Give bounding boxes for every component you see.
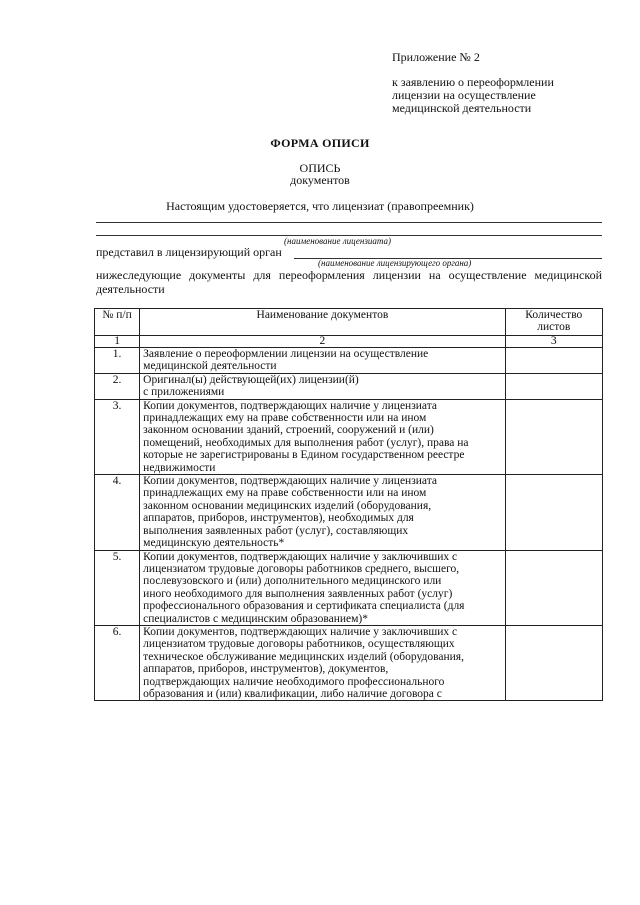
row-text-line: профессионального образования и сертификата специалиста (для [143, 600, 465, 613]
column-number: 3 [505, 336, 602, 348]
row-text-line: принадлежащих ему на праве собственности или на ином [143, 487, 427, 500]
row-text-line: послевузовского и (или) дополнительного медицинского или [143, 575, 442, 588]
row-text-line: аппаратов, приборов, инструментов), документов, [143, 663, 389, 676]
row-text-line: недвижимости [143, 461, 216, 474]
row-text-line: техническое обслуживание медицинских изделий (оборудования, [143, 650, 464, 663]
row-document-name [140, 348, 505, 374]
row-sheet-count[interactable] [505, 373, 602, 399]
row-number: 1. [95, 348, 140, 374]
header-document-name: Наименование документов [140, 309, 505, 336]
licensee-caption: (наименование лицензиата) [284, 236, 391, 246]
row-text-line: образования и (или) квалификации, либо наличие договора с [143, 687, 442, 700]
column-number-row [95, 336, 603, 348]
row-sheet-count[interactable] [505, 399, 602, 474]
row-document-name [140, 373, 505, 399]
row-text-line: с приложениями [143, 386, 225, 399]
row-text-line: Копии документов, подтверждающих наличие у лицензиата [143, 475, 437, 488]
presented-text: представил в лицензирующий орган [96, 245, 282, 259]
row-document-name [140, 550, 505, 625]
table-row [95, 550, 603, 625]
inventory-subtitle: документов [290, 173, 350, 187]
row-text-line: помещений, необходимых для выполнения работ (услуг), права на [143, 436, 469, 449]
row-sheet-count[interactable] [505, 625, 602, 700]
row-sheet-count[interactable] [505, 348, 602, 374]
row-text-line: Оригинал(ы) действующей(их) лицензии(й) [143, 373, 359, 386]
table-row [95, 399, 603, 474]
row-text-line: подтверждающих наличие необходимого профессионального [143, 675, 445, 688]
appendix-line: медицинской деятельности [392, 101, 532, 115]
row-document-name [140, 475, 505, 550]
form-title: ФОРМА ОПИСИ [270, 136, 370, 150]
row-text-line: иного необходимого для выполнения заявленных работ (услуг) [143, 587, 453, 600]
table-row [95, 475, 603, 550]
table-row [95, 348, 603, 374]
row-text-line: медицинской деятельности [143, 360, 277, 373]
table-header-row [95, 309, 603, 336]
row-number: 4. [95, 475, 140, 550]
row-number: 5. [95, 550, 140, 625]
row-sheet-count[interactable] [505, 550, 602, 625]
header-sheet-count: Количество листов [505, 309, 602, 336]
inventory-heading [0, 162, 640, 186]
row-text-line: лицензиатом трудовые договоры работников среднего, высшего, [143, 562, 460, 575]
row-text-line: аппаратов, приборов, инструментов), необходимых для [143, 512, 414, 525]
table-row [95, 625, 603, 700]
certify-text: Настоящим удостоверяется, что лицензиат (правопреемник) [166, 199, 474, 213]
appendix-block [392, 51, 554, 115]
row-text-line: которые не зарегистрированы в Едином государственном реестре [143, 449, 465, 462]
table-row [95, 373, 603, 399]
appendix-line: лицензии на осуществление [392, 88, 536, 102]
appendix-number: Приложение № 2 [392, 50, 480, 64]
authority-caption: (наименование лицензирующего органа) [318, 258, 472, 268]
row-document-name [140, 625, 505, 700]
row-number: 6. [95, 625, 140, 700]
row-text-line: Копии документов, подтверждающих наличие у заключивших с [143, 550, 458, 563]
row-text-line: лицензиатом трудовые договоры работников, осуществляющих [143, 638, 455, 651]
intro-paragraph: нижеследующие документы для переоформления лицензии на осуществление медицинской деятельности [96, 268, 602, 296]
row-sheet-count[interactable] [505, 475, 602, 550]
row-number: 2. [95, 373, 140, 399]
inventory-title: ОПИСЬ [299, 161, 341, 175]
row-text-line: Копии документов, подтверждающих наличие у лицензиата [143, 399, 437, 412]
row-text-line: законном основании медицинских изделий (оборудования, [143, 499, 432, 512]
row-text-line: выполнения заявленных работ (услуг), составляющих [143, 524, 409, 537]
documents-table [94, 308, 603, 701]
row-text-line: законном основании зданий, строений, сооружений и (или) [143, 424, 434, 437]
row-document-name [140, 399, 505, 474]
row-text-line: принадлежащих ему на праве собственности или на ином [143, 412, 427, 425]
column-number: 1 [95, 336, 140, 348]
row-text-line: специалистов с медицинским образованием)* [143, 612, 368, 625]
row-text-line: Копии документов, подтверждающих наличие у заключивших с [143, 625, 458, 638]
row-text-line: Заявление о переоформлении лицензии на осуществление [143, 348, 429, 360]
row-number: 3. [95, 399, 140, 474]
appendix-line: к заявлению о переоформлении [392, 75, 554, 89]
row-text-line: медицинскую деятельность* [143, 537, 285, 550]
header-number: № п/п [95, 309, 140, 336]
column-number: 2 [140, 336, 505, 348]
licensee-field-line [96, 222, 602, 223]
